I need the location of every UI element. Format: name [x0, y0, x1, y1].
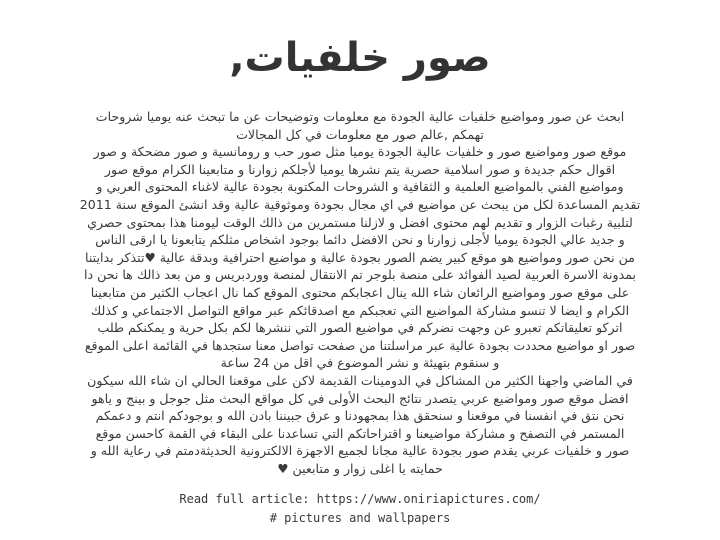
article-line: موقع صور ومواضيع صور و خلفيات عالية الجودة يوميا مثل صور حب و رومانسية و صور مضحكة و صور — [93, 144, 627, 160]
article-line: تهمكم ,عالم صور مع معلومات في كل المجالات — [236, 126, 484, 142]
article-line: تقديم المساعدة لكل من يبحث عن مواضيع في اي مجال بجودة وموثوقية عالية وقد انشئ الموقع سنة 2011 — [79, 196, 641, 212]
article-line: صور و خلفيات عربي يقدم صور بجودة عالية مجانا لجميع الاجهزة الالكترونية الحديثةدمتم في رعاية الله و — [90, 443, 630, 459]
article-line: الكرام و ايضا لا تنسو مشاركة المواضيع التي تعجبكم مع اصدقائكم عبر مواقع التواصل الاجتماعي و كذلك — [90, 302, 630, 318]
page-title: صور خلفيات, — [229, 35, 491, 81]
read-full-article-link[interactable]: Read full article: https://www.oniriapictures.com/ — [179, 492, 541, 506]
article-line: اتركو تعليقاتكم تعبرو عن وجهت نضركم في مواضيع الصور التي ننشرها لكم بكل حرية و يمكنكم طلب — [97, 320, 623, 336]
article-line: المستمر في التصفح و مشاركة مواضيعنا و اقتراحاتكم التي تساعدنا على البقاء في القمة كاحسن موقع — [95, 425, 625, 441]
article-line: افضل موقع صور ومواضيع عربي يتصدر نتائج البحث الأولى في كل مواقع البحث مثل جوجل و بينج و ياهو — [91, 390, 629, 406]
article-line: من نحن صور ومواضيع هو موقع كبير يضم الصور بجودة عالية و مواضيع احترافية وبدقة عالية ♥تتذكر بدايتنا — [85, 249, 635, 265]
article-line: في الماضي واجهنا الكثير من المشاكل في الدومينات القديمة لاكن على موقعنا الحالي ان شاء الله سيكون — [87, 372, 633, 388]
article-line: بمدونة الاسرة العربية لصيد الفوائد على منصة بلوجر تم الانتقال لمنصة ووردبريس و من بعد ذالك ها نحن دا — [84, 267, 636, 283]
article-line: على موقع صور ومواضيع الرائعان شاء الله ينال اعجابكم محتوى الموقع كما نال اعجاب الكثير من متابعينا — [90, 284, 630, 300]
hashtag-label: # pictures and wallpapers — [269, 511, 451, 525]
article-line: نحن نتق في انفسنا في موقعنا و سنحقق هذا بمجهودنا و عرق جبيننا بادن الله و بوجودكم انتم و دعمكم — [95, 408, 625, 424]
article-line: و سنقوم بتهيئة و نشر الموضوع في اقل من 24 ساعة — [220, 355, 500, 371]
article-line: لتلبية رغبات الزوار و تقديم لهم محتوى افضل و لازلنا مستمرين من ذالك الوقت ليومنا هذا بمحتوى حصري — [87, 214, 633, 230]
article-line: ومواضيع الفني بالمواضيع العلمية و الثقافية و الشروحات المكتوبة بجودة عالية لاغناء المحتوى العربي و — [96, 179, 624, 195]
article-line: اقوال حكم جديدة و صور اسلامية حصرية يتم نشرها يوميا لأجلكم زوارنا و متابعينا الكرام موقع صور — [104, 161, 616, 177]
article-line: حمايته يا اغلى زوار و متابعين ♥ — [277, 460, 443, 476]
article-line: و جديد عالي الجودة يوميا لأجلى زوارنا و نحن الافضل دائما بوجود اشخاص مثلكم يتابعونا يا ارقى الناس — [95, 232, 625, 248]
article-line: ابحث عن صور ومواضيع خلفيات عالية الجودة مع معلومات وتوضيحات عن ما تبحث عنه يوميا شروحات — [95, 109, 625, 124]
article-body — [62, 108, 658, 477]
article-line: صور او مواضيع محددت بجودة عالية عبر مراسلتنا من صفحت تواصل معنا ستجدها في القائمة اعلى الموقع — [84, 337, 636, 353]
